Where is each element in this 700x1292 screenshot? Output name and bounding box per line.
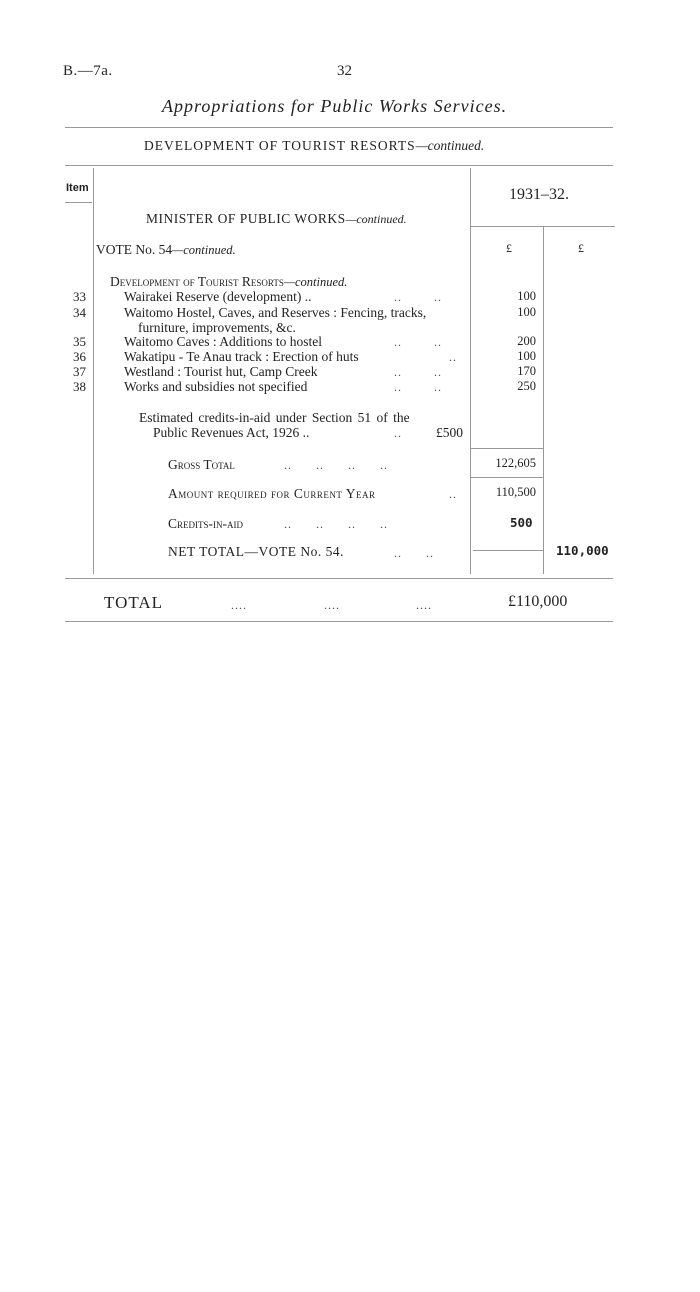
item-dots: .. [449,350,457,364]
item-amount: 100 [517,349,536,363]
year-header: 1931–32. [509,186,569,203]
gross-total-amount: 122,605 [495,456,536,470]
net-total-rule [473,550,543,551]
section-heading-main: DEVELOPMENT OF TOURIST RESORTS [144,138,416,153]
section-heading-suffix: —continued. [415,138,485,153]
credits-note-amount: £500 [436,425,463,440]
subheading-main: Development of Tourist Resorts [110,274,284,289]
item-description-continued: furniture, improvements, &c. [138,320,296,335]
net-total-label: NET TOTAL—VOTE No. 54. [168,544,345,559]
item-header: Item [66,182,89,194]
credits-note-dots: .. [394,426,402,440]
gross-total-dots: .. .. .. .. [284,458,388,472]
item-description: Waitomo Caves : Additions to hostel [124,334,323,349]
gross-total-bottom-rule [470,477,543,478]
item-amount: 100 [517,289,536,303]
item-description: Wairakei Reserve (development) .. [124,289,312,304]
item-description: Works and subsidies not specified [124,379,308,394]
currency-col1: £ [506,241,512,255]
item-column-divider [93,168,94,574]
page-title: Appropriations for Public Works Services. [162,96,508,116]
item-number: 36 [73,349,86,364]
amount-column-divider [470,168,471,574]
net-total-amount: 110,000 [556,543,609,558]
item-amount: 200 [517,334,536,348]
gross-total-top-rule [470,448,543,449]
section-heading [144,138,484,154]
item-amount: 170 [517,364,536,378]
page-reference: B.—7a. [63,63,113,79]
credits-note-line1: Estimated credits-in-aid under Section 51 of the [139,410,410,425]
item-description: Wakatipu - Te Anau track : Erection of huts [124,349,359,364]
title-rule [65,127,613,128]
footer-total-dots: .... [231,598,247,612]
amount-required-amount: 110,500 [495,485,536,499]
item-description: Waitomo Hostel, Caves, and Reserves : Fencing, tracks, [124,305,427,320]
currency-col2: £ [578,241,584,255]
total-column-divider [543,226,544,574]
footer-total-amount: £110,000 [508,593,568,610]
page-number: 32 [337,63,352,79]
amount-required-label: Amount required for Current Year [168,486,376,501]
credits-in-aid-dots: .. .. .. .. [284,517,388,531]
item-amount: 100 [517,305,536,319]
item-number: 34 [73,305,86,320]
item-number: 37 [73,364,86,379]
item-number: 35 [73,334,86,349]
net-total-dots: .. .. [394,546,434,560]
ministry-heading-main: MINISTER OF PUBLIC WORKS [146,211,346,226]
ministry-heading [146,211,407,227]
table-top-rule [65,165,613,166]
footer-total-label: TOTAL [104,593,164,612]
subheading-suffix: —continued. [283,275,348,289]
ministry-heading-suffix: —continued. [345,212,407,226]
item-dots: .. .. [394,365,442,379]
vote-heading-suffix: —continued. [172,243,236,257]
item-description: Westland : Tourist hut, Camp Creek [124,364,318,379]
subheading [110,274,347,290]
credits-in-aid-label: Credits-in-aid [168,516,243,531]
item-amount: 250 [517,379,536,393]
item-dots: .. .. [394,335,442,349]
item-number: 38 [73,379,86,394]
footer-total-dots: .... [416,598,432,612]
vote-heading-main: VOTE No. 54 [96,242,173,257]
item-dots: .. .. [394,380,442,394]
footer-rule [65,621,613,622]
vote-heading [96,242,236,258]
credits-note-line2: Public Revenues Act, 1926 .. [153,425,310,440]
item-number: 33 [73,289,86,304]
table-bottom-rule [65,578,613,579]
year-header-rule [470,226,615,227]
credits-in-aid-amount: 500 [510,515,533,530]
item-dots: .. .. [394,290,442,304]
amount-required-dots: .. [449,487,457,501]
footer-total-dots: .... [324,598,340,612]
gross-total-label: Gross Total [168,457,235,472]
item-header-rule [65,202,92,203]
